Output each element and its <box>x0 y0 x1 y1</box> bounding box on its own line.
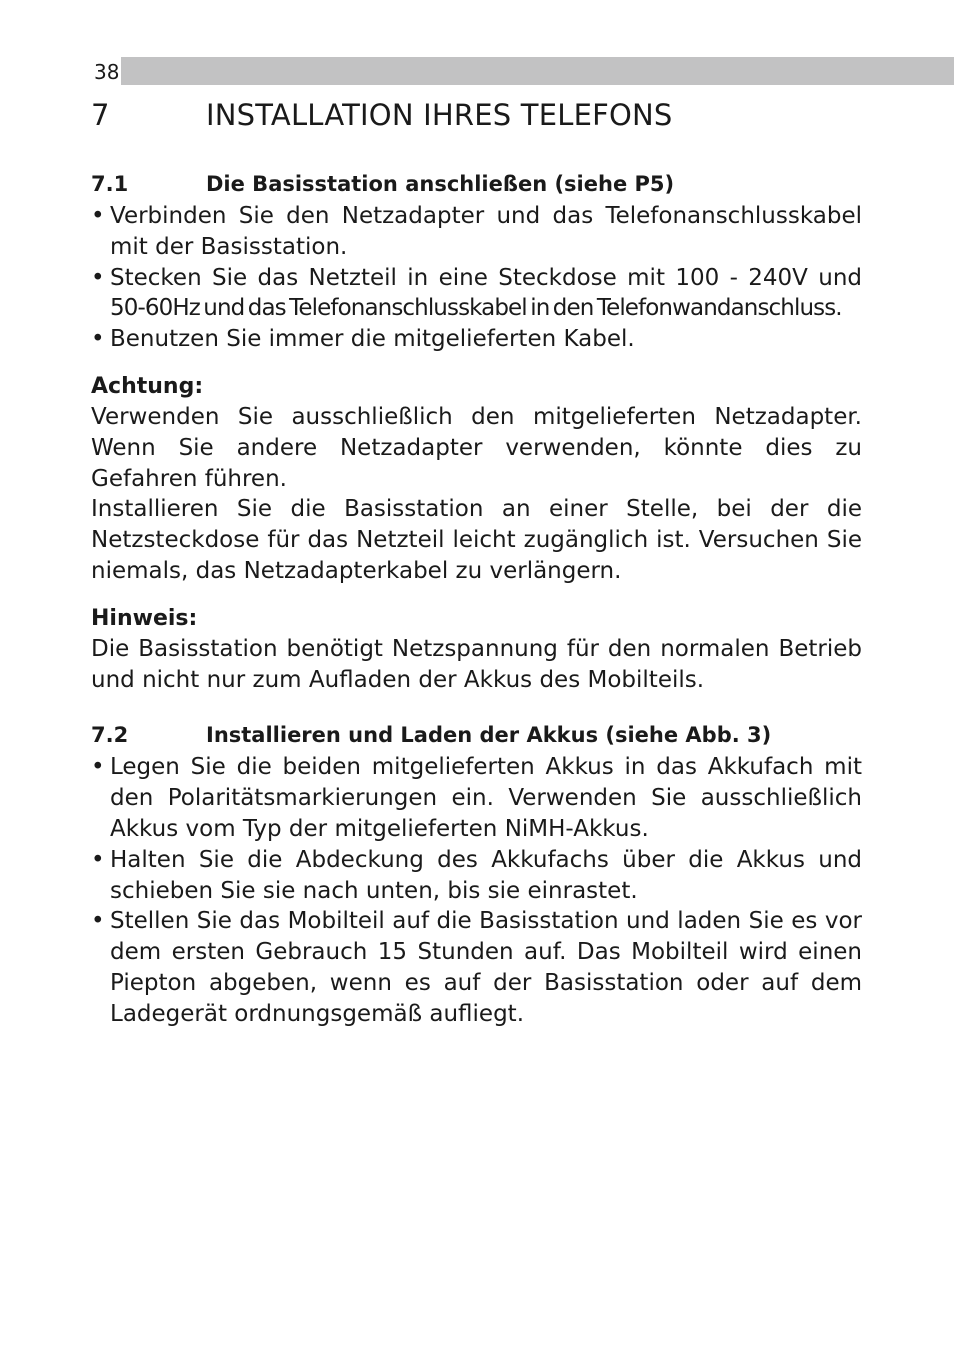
section-title: Installieren und Laden der Akkus (siehe Abb. 3) <box>206 723 772 748</box>
bullet-icon: • <box>91 326 105 353</box>
section-number: 7.2 <box>91 723 129 748</box>
bullet-icon: • <box>91 754 105 781</box>
list-item-text: Stellen Sie das Mobilteil auf die Basisstation und laden Sie es vor dem ersten Gebrauch 15 Stunden auf. Das Mobilteil wird einen Piepton abgeben, wenn es auf der Basisstation oder auf dem Ladegerät ordnungsgemäß aufliegt. <box>110 908 862 1027</box>
page-content <box>91 168 862 1030</box>
section-number: 7.1 <box>91 172 129 196</box>
hint-text: Die Basisstation benötigt Netzspannung für den normalen Betrieb und nicht nur zum Aufladen der Akkus des Mobilteils. <box>91 635 862 693</box>
chapter-title: INSTALLATION IHRES TELEFONS <box>206 98 673 132</box>
list-item-text: Benutzen Sie immer die mitgelieferten Kabel. <box>110 326 635 353</box>
list-item <box>91 845 862 907</box>
bullet-icon: • <box>91 846 105 873</box>
hint-label: Hinweis: <box>91 605 198 631</box>
page-number: 38 <box>91 57 121 85</box>
list-item-text: Legen Sie die beiden mitgelieferten Akkus in das Akkufach mit den Polaritätsmarkierungen ein. Verwenden Sie ausschließlich Akkus vom Typ der mitgelieferten NiMH-Akkus. <box>110 754 862 842</box>
page-header-bar <box>91 57 954 85</box>
list-item-text: Verbinden Sie den Netzadapter und das Telefonanschlusskabel mit der Basisstation. <box>110 203 862 260</box>
bullet-list-7-2 <box>91 752 862 1029</box>
bullet-icon: • <box>91 264 105 291</box>
bullet-icon: • <box>91 203 105 229</box>
bullet-icon: • <box>91 908 105 935</box>
warning-text-continued: Installieren Sie die Basisstation an einer Stelle, bei der die Netzsteckdose für das Netzteil leicht zugänglich ist. Versuchen Sie niemals, das Netzadapterkabel zu verlängern. <box>91 496 862 584</box>
section-heading-7-1 <box>91 168 862 201</box>
list-item-text: Halten Sie die Abdeckung des Akkufachs über die Akkus und schieben Sie sie nach unten, bis sie einrastet. <box>110 846 862 904</box>
chapter-number: 7 <box>91 98 110 132</box>
warning-text: Verwenden Sie ausschließlich den mitgelieferten Netzadapter. Wenn Sie andere Netzadapter verwenden, könnte dies zu Gefahren führen. <box>91 403 862 492</box>
list-item <box>91 263 862 325</box>
list-item-text-continued: 50-60Hz und das Telefonanschlusskabel in den Telefonwandanschluss. <box>110 295 842 322</box>
list-item-text: Stecken Sie das Netzteil in eine Steckdose mit 100 - 240V und <box>110 264 862 291</box>
list-item <box>91 324 862 355</box>
section-heading-7-2 <box>91 719 862 752</box>
list-item <box>91 201 862 263</box>
list-item <box>91 906 862 1029</box>
list-item <box>91 752 862 844</box>
warning-label: Achtung: <box>91 373 204 399</box>
bullet-list-7-1 <box>91 201 862 355</box>
section-title: Die Basisstation anschließen (siehe P5) <box>206 172 675 196</box>
